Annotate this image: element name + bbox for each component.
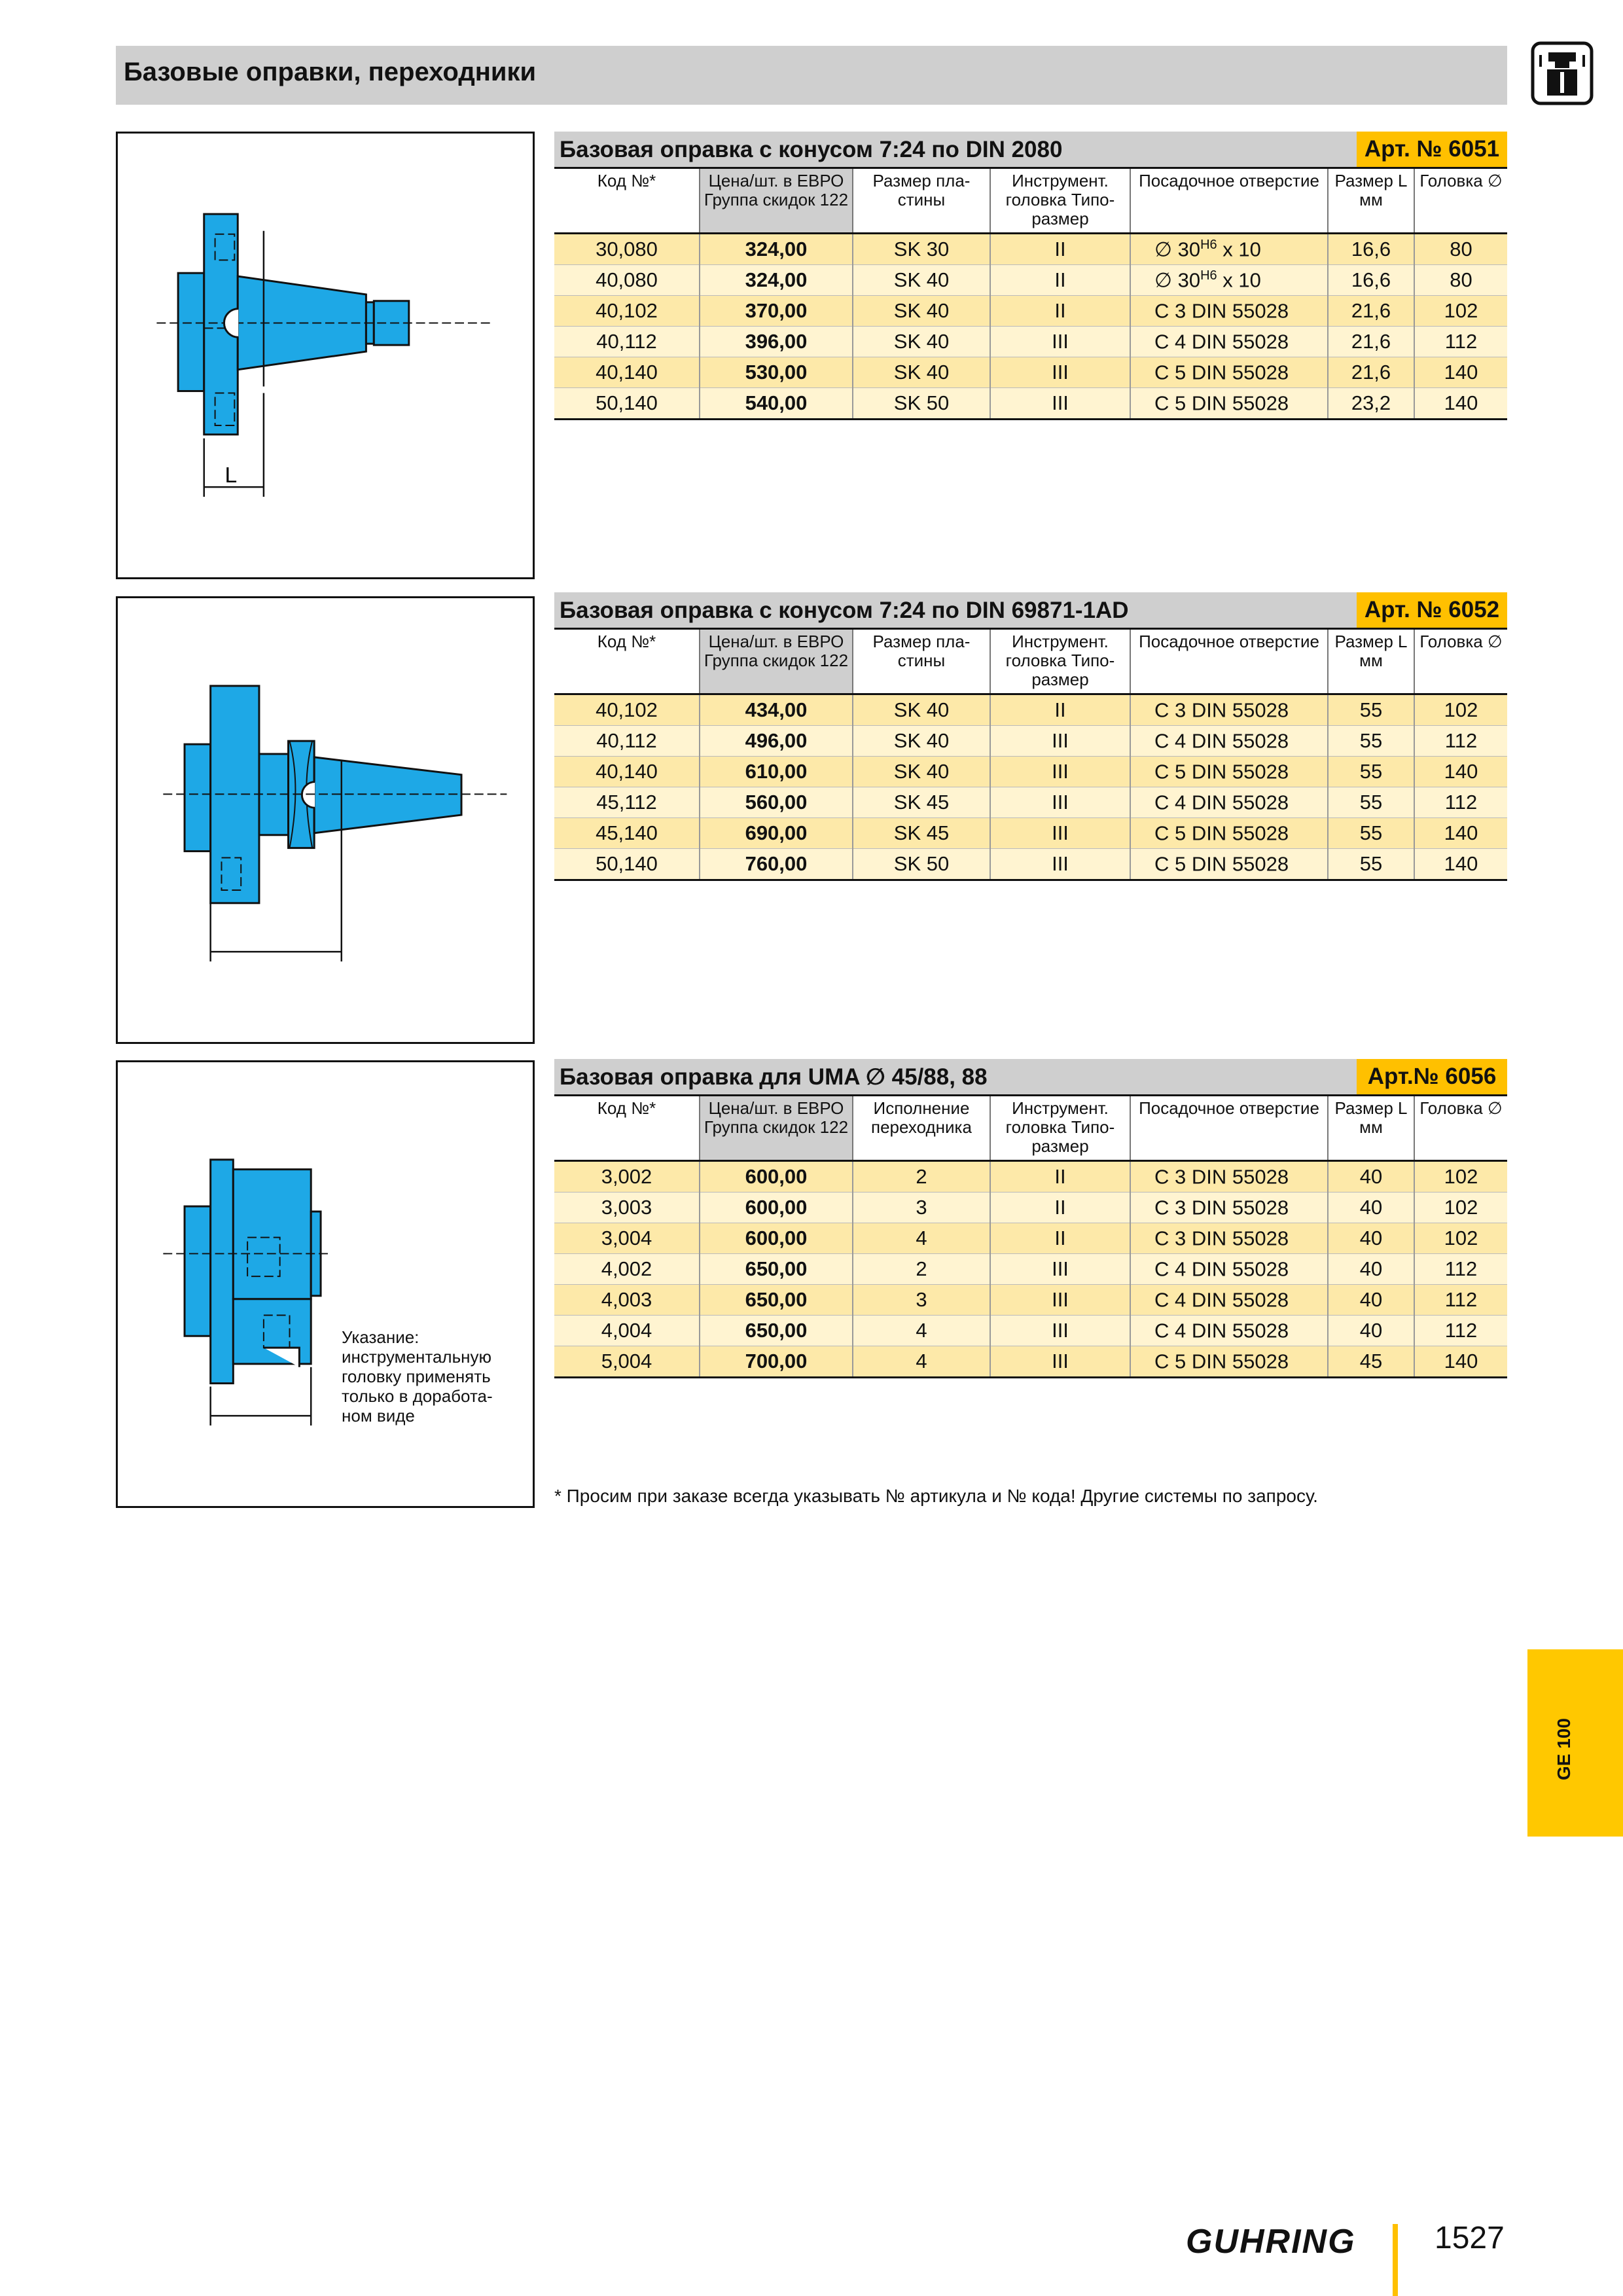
- cell-tool-head: II: [990, 694, 1130, 726]
- bore-main: C 5 DIN 55028: [1154, 361, 1289, 384]
- cell-col3: 4: [853, 1223, 990, 1254]
- cell-bore: [1130, 234, 1328, 265]
- cell-size-l: 16,6: [1328, 265, 1414, 296]
- cell-tool-head: III: [990, 787, 1130, 818]
- cell-size-l: 55: [1328, 787, 1414, 818]
- cell-price: 650,00: [700, 1254, 853, 1285]
- cell-price: 760,00: [700, 849, 853, 880]
- cell-price: 600,00: [700, 1223, 853, 1254]
- cell-size-l: 55: [1328, 818, 1414, 849]
- table-row: [554, 1285, 1507, 1316]
- arbor-din2080-drawing: [118, 134, 533, 577]
- cell-size-l: 55: [1328, 726, 1414, 757]
- column-header-head-d: Головка ∅: [1414, 1096, 1507, 1161]
- article-number: Арт. № 6052: [1357, 592, 1507, 628]
- cell-head-d: 112: [1414, 726, 1507, 757]
- cell-tool-head: II: [990, 1161, 1130, 1193]
- cell-head-d: 112: [1414, 1285, 1507, 1316]
- cell-head-d: 80: [1414, 234, 1507, 265]
- cell-code: 40,112: [554, 726, 700, 757]
- cell-col3: SK 40: [853, 694, 990, 726]
- drawing-box-6056: [116, 1060, 535, 1508]
- dimension-label-l: L: [224, 463, 238, 488]
- drawing-box-6051: [116, 132, 535, 579]
- table-row: [554, 757, 1507, 787]
- page-header-bar: [116, 46, 1507, 105]
- cell-col3: 2: [853, 1161, 990, 1193]
- bore-main: ∅ 30: [1154, 238, 1201, 261]
- side-tab-label: GE 100: [1554, 1718, 1574, 1780]
- cell-tool-head: III: [990, 388, 1130, 420]
- column-header-head-d: Головка ∅: [1414, 168, 1507, 234]
- cell-code: 40,080: [554, 265, 700, 296]
- product-table: [554, 628, 1507, 881]
- table-row: [554, 388, 1507, 420]
- cell-bore: [1130, 388, 1328, 420]
- cell-code: 4,003: [554, 1285, 700, 1316]
- bore-main: C 4 DIN 55028: [1154, 1319, 1289, 1342]
- bore-suffix: x 10: [1217, 268, 1261, 292]
- column-header-tool-head: Инструмент. головка Типо-размер: [990, 168, 1130, 234]
- column-header-head-d: Головка ∅: [1414, 629, 1507, 694]
- cell-bore: [1130, 849, 1328, 880]
- cell-price: 324,00: [700, 234, 853, 265]
- cell-price: 530,00: [700, 357, 853, 388]
- cell-col3: 3: [853, 1193, 990, 1223]
- bore-main: C 4 DIN 55028: [1154, 330, 1289, 353]
- cell-tool-head: III: [990, 1254, 1130, 1285]
- cell-head-d: 112: [1414, 1316, 1507, 1346]
- bore-main: C 5 DIN 55028: [1154, 391, 1289, 415]
- table-row: [554, 1254, 1507, 1285]
- table-row: [554, 726, 1507, 757]
- cell-head-d: 102: [1414, 694, 1507, 726]
- cell-code: 3,002: [554, 1161, 700, 1193]
- cell-col3: SK 45: [853, 818, 990, 849]
- cell-tool-head: III: [990, 818, 1130, 849]
- cell-size-l: 23,2: [1328, 388, 1414, 420]
- side-tab: [1527, 1649, 1623, 1837]
- cell-head-d: 140: [1414, 818, 1507, 849]
- cell-col3: 3: [853, 1285, 990, 1316]
- cell-head-d: 112: [1414, 327, 1507, 357]
- cell-price: 610,00: [700, 757, 853, 787]
- cell-tool-head: III: [990, 757, 1130, 787]
- page-number: 1527: [1435, 2221, 1505, 2255]
- cell-bore: [1130, 1254, 1328, 1285]
- cell-head-d: 102: [1414, 1193, 1507, 1223]
- bore-main: C 4 DIN 55028: [1154, 729, 1289, 753]
- column-header-tool-head: Инструмент. головка Типо-размер: [990, 629, 1130, 694]
- tool-holder-icon: [1530, 41, 1594, 106]
- table-row: [554, 1193, 1507, 1223]
- cell-bore: [1130, 1161, 1328, 1193]
- column-header-bore: Посадочное отверстие: [1130, 629, 1328, 694]
- cell-size-l: 40: [1328, 1193, 1414, 1223]
- article-number: Арт. № 6051: [1357, 132, 1507, 167]
- cell-col3: SK 50: [853, 388, 990, 420]
- cell-col3: 2: [853, 1254, 990, 1285]
- product-table: [554, 167, 1507, 420]
- cell-col3: 4: [853, 1316, 990, 1346]
- section-6056: [554, 1059, 1507, 1378]
- table-header-row: [554, 1096, 1507, 1161]
- drawing-box-6052: [116, 596, 535, 1044]
- bore-suffix: x 10: [1217, 238, 1261, 261]
- cell-code: 4,004: [554, 1316, 700, 1346]
- cell-col3: 4: [853, 1346, 990, 1378]
- cell-size-l: 21,6: [1328, 327, 1414, 357]
- section-title: Базовая оправка с конусом 7:24 по DIN 69871-1AD: [560, 598, 1129, 623]
- cell-tool-head: II: [990, 265, 1130, 296]
- cell-price: 690,00: [700, 818, 853, 849]
- cell-size-l: 21,6: [1328, 357, 1414, 388]
- column-header-bore: Посадочное отверстие: [1130, 168, 1328, 234]
- cell-bore: [1130, 818, 1328, 849]
- section-6051: [554, 132, 1507, 420]
- column-header-size-l: Размер L мм: [1328, 1096, 1414, 1161]
- cell-code: 3,004: [554, 1223, 700, 1254]
- table-row: [554, 1316, 1507, 1346]
- bore-main: C 3 DIN 55028: [1154, 1165, 1289, 1189]
- column-header-bore: Посадочное отверстие: [1130, 1096, 1328, 1161]
- cell-col3: SK 40: [853, 757, 990, 787]
- section-title-bar: [554, 1059, 1507, 1094]
- column-header-code: Код №*: [554, 168, 700, 234]
- order-footnote: * Просим при заказе всегда указывать № артикула и № кода! Другие системы по запросу.: [554, 1486, 1318, 1506]
- page-title: Базовые оправки, переходники: [124, 58, 537, 86]
- cell-bore: [1130, 1346, 1328, 1378]
- cell-head-d: 140: [1414, 757, 1507, 787]
- cell-head-d: 140: [1414, 388, 1507, 420]
- table-header-row: [554, 168, 1507, 234]
- section-6052: [554, 592, 1507, 881]
- column-header-size-l: Размер L мм: [1328, 168, 1414, 234]
- cell-price: 540,00: [700, 388, 853, 420]
- column-header-size-l: Размер L мм: [1328, 629, 1414, 694]
- bore-tolerance: H6: [1200, 237, 1217, 252]
- cell-price: 324,00: [700, 265, 853, 296]
- product-table: [554, 1094, 1507, 1378]
- cell-code: 45,112: [554, 787, 700, 818]
- bore-main: C 5 DIN 55028: [1154, 821, 1289, 845]
- bore-main: C 3 DIN 55028: [1154, 698, 1289, 722]
- cell-col3: SK 40: [853, 296, 990, 327]
- cell-code: 3,003: [554, 1193, 700, 1223]
- arbor-din69871-drawing: [118, 598, 533, 1042]
- cell-col3: SK 30: [853, 234, 990, 265]
- article-number: Арт.№ 6056: [1357, 1059, 1507, 1094]
- cell-head-d: 112: [1414, 1254, 1507, 1285]
- section-title-bar: [554, 132, 1507, 167]
- cell-size-l: 55: [1328, 694, 1414, 726]
- table-row: [554, 694, 1507, 726]
- table-row: [554, 1161, 1507, 1193]
- cell-code: 50,140: [554, 849, 700, 880]
- cell-tool-head: II: [990, 296, 1130, 327]
- footer-divider: [1393, 2224, 1398, 2296]
- section-title: Базовая оправка с конусом 7:24 по DIN 2080: [560, 137, 1063, 162]
- cell-code: 45,140: [554, 818, 700, 849]
- cell-tool-head: III: [990, 849, 1130, 880]
- cell-price: 600,00: [700, 1193, 853, 1223]
- cell-bore: [1130, 327, 1328, 357]
- section-title-bar: [554, 592, 1507, 628]
- cell-col3: SK 40: [853, 265, 990, 296]
- cell-tool-head: II: [990, 234, 1130, 265]
- cell-tool-head: II: [990, 1193, 1130, 1223]
- column-header-col3: Размер пла-стины: [853, 629, 990, 694]
- cell-head-d: 102: [1414, 1161, 1507, 1193]
- cell-col3: SK 40: [853, 726, 990, 757]
- column-header-col3: Размер пла-стины: [853, 168, 990, 234]
- cell-bore: [1130, 1193, 1328, 1223]
- cell-tool-head: II: [990, 1223, 1130, 1254]
- bore-main: ∅ 30: [1154, 268, 1201, 292]
- cell-price: 396,00: [700, 327, 853, 357]
- table-row: [554, 849, 1507, 880]
- cell-price: 650,00: [700, 1285, 853, 1316]
- cell-head-d: 80: [1414, 265, 1507, 296]
- cell-size-l: 45: [1328, 1346, 1414, 1378]
- bore-tolerance: H6: [1200, 268, 1217, 283]
- brand-logo: GUHRING: [1186, 2223, 1356, 2261]
- cell-size-l: 40: [1328, 1285, 1414, 1316]
- cell-bore: [1130, 357, 1328, 388]
- cell-price: 434,00: [700, 694, 853, 726]
- cell-size-l: 40: [1328, 1161, 1414, 1193]
- cell-code: 50,140: [554, 388, 700, 420]
- bore-main: C 4 DIN 55028: [1154, 1288, 1289, 1312]
- table-row: [554, 327, 1507, 357]
- table-row: [554, 265, 1507, 296]
- cell-size-l: 55: [1328, 757, 1414, 787]
- cell-tool-head: III: [990, 1285, 1130, 1316]
- table-row: [554, 296, 1507, 327]
- table-row: [554, 818, 1507, 849]
- cell-bore: [1130, 757, 1328, 787]
- cell-code: 30,080: [554, 234, 700, 265]
- usage-note: Указание: инструментальную головку применять только в доработа-ном виде: [342, 1327, 493, 1426]
- cell-bore: [1130, 726, 1328, 757]
- column-header-code: Код №*: [554, 629, 700, 694]
- cell-price: 370,00: [700, 296, 853, 327]
- cell-code: 5,004: [554, 1346, 700, 1378]
- column-header-price: Цена/шт. в ЕВРО Группа скидок 122: [700, 629, 853, 694]
- cell-code: 40,102: [554, 694, 700, 726]
- table-row: [554, 357, 1507, 388]
- column-header-price: Цена/шт. в ЕВРО Группа скидок 122: [700, 1096, 853, 1161]
- bore-main: C 5 DIN 55028: [1154, 852, 1289, 876]
- cell-size-l: 16,6: [1328, 234, 1414, 265]
- cell-bore: [1130, 694, 1328, 726]
- cell-code: 40,140: [554, 357, 700, 388]
- bore-main: C 3 DIN 55028: [1154, 299, 1289, 323]
- cell-head-d: 140: [1414, 849, 1507, 880]
- cell-bore: [1130, 1223, 1328, 1254]
- cell-tool-head: III: [990, 1346, 1130, 1378]
- table-row: [554, 1223, 1507, 1254]
- bore-main: C 3 DIN 55028: [1154, 1227, 1289, 1250]
- cell-price: 650,00: [700, 1316, 853, 1346]
- column-header-col3: Исполнение переходника: [853, 1096, 990, 1161]
- bore-main: C 5 DIN 55028: [1154, 760, 1289, 783]
- table-row: [554, 787, 1507, 818]
- cell-col3: SK 50: [853, 849, 990, 880]
- cell-tool-head: III: [990, 726, 1130, 757]
- section-title: Базовая оправка для UMA ∅ 45/88, 88: [560, 1064, 988, 1090]
- cell-size-l: 40: [1328, 1223, 1414, 1254]
- bore-main: C 4 DIN 55028: [1154, 1257, 1289, 1281]
- column-header-price: Цена/шт. в ЕВРО Группа скидок 122: [700, 168, 853, 234]
- cell-head-d: 102: [1414, 296, 1507, 327]
- cell-price: 700,00: [700, 1346, 853, 1378]
- cell-code: 40,112: [554, 327, 700, 357]
- cell-bore: [1130, 1316, 1328, 1346]
- cell-bore: [1130, 787, 1328, 818]
- arbor-uma-drawing: [118, 1062, 533, 1506]
- cell-head-d: 140: [1414, 1346, 1507, 1378]
- table-header-row: [554, 629, 1507, 694]
- table-row: [554, 1346, 1507, 1378]
- bore-main: C 4 DIN 55028: [1154, 791, 1289, 814]
- cell-code: 40,140: [554, 757, 700, 787]
- cell-size-l: 55: [1328, 849, 1414, 880]
- cell-code: 40,102: [554, 296, 700, 327]
- cell-code: 4,002: [554, 1254, 700, 1285]
- bore-main: C 5 DIN 55028: [1154, 1350, 1289, 1373]
- cell-size-l: 21,6: [1328, 296, 1414, 327]
- bore-main: C 3 DIN 55028: [1154, 1196, 1289, 1219]
- cell-bore: [1130, 1285, 1328, 1316]
- cell-head-d: 102: [1414, 1223, 1507, 1254]
- cell-col3: SK 45: [853, 787, 990, 818]
- cell-head-d: 112: [1414, 787, 1507, 818]
- cell-bore: [1130, 265, 1328, 296]
- cell-price: 600,00: [700, 1161, 853, 1193]
- cell-bore: [1130, 296, 1328, 327]
- cell-head-d: 140: [1414, 357, 1507, 388]
- cell-col3: SK 40: [853, 357, 990, 388]
- cell-tool-head: III: [990, 357, 1130, 388]
- cell-price: 496,00: [700, 726, 853, 757]
- table-row: [554, 234, 1507, 265]
- cell-size-l: 40: [1328, 1316, 1414, 1346]
- column-header-code: Код №*: [554, 1096, 700, 1161]
- column-header-tool-head: Инструмент. головка Типо-размер: [990, 1096, 1130, 1161]
- cell-price: 560,00: [700, 787, 853, 818]
- cell-tool-head: III: [990, 1316, 1130, 1346]
- cell-tool-head: III: [990, 327, 1130, 357]
- cell-col3: SK 40: [853, 327, 990, 357]
- cell-size-l: 40: [1328, 1254, 1414, 1285]
